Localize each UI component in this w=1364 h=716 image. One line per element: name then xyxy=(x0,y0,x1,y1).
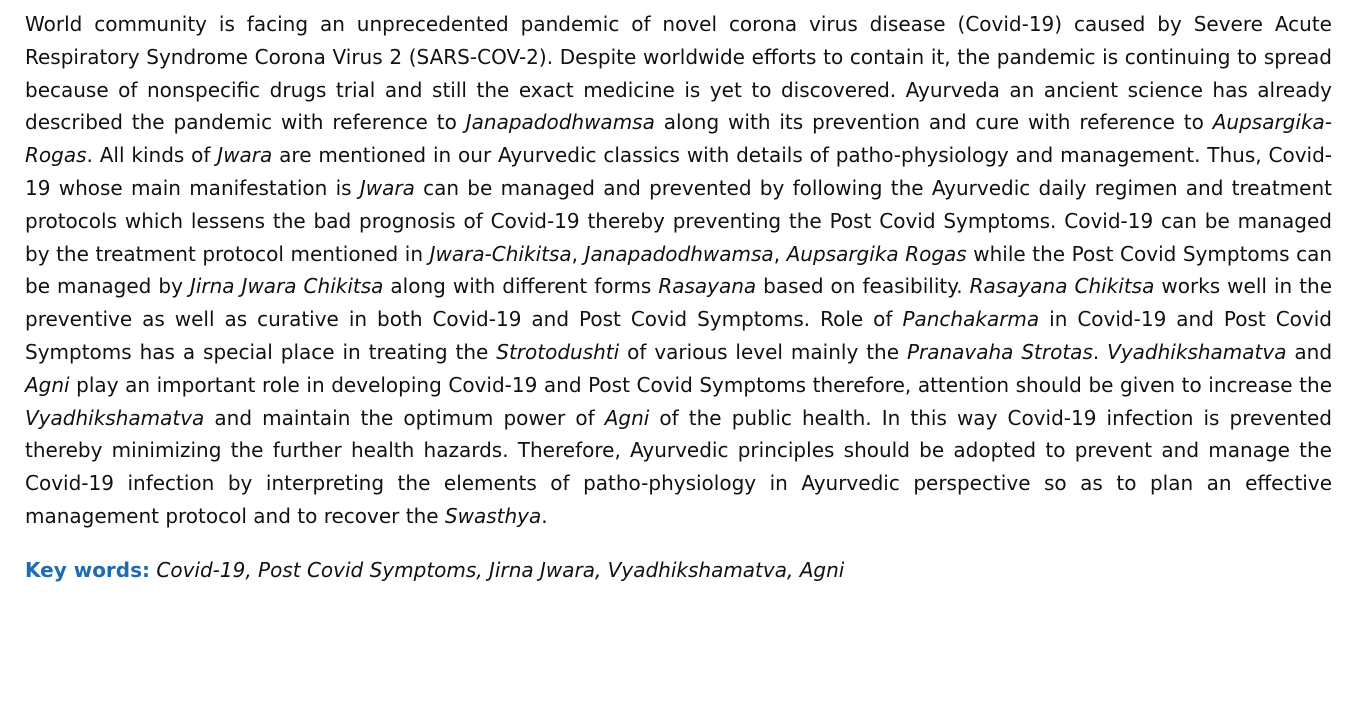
text-run: . xyxy=(1092,339,1108,364)
italic-term: Jwara xyxy=(217,143,273,168)
italic-term: Agni xyxy=(25,372,70,397)
text-run: . xyxy=(541,503,548,528)
text-run: works well in the preventive as well as curative in both Covid-19 and Post Covid Symptoms. Role of xyxy=(25,274,1333,332)
italic-term: Aupsargika Rogas xyxy=(786,241,967,266)
text-run: can be managed and prevented by following the Ayurvedic daily regimen and treatment protocols which lessens the bad prognosis of Covid-19 thereby preventing the Post Covid Symptoms. Covid-19 can be managed by the treatment protocol mentioned in xyxy=(25,175,1333,266)
italic-term: Jwara xyxy=(359,175,415,200)
text-run: and xyxy=(1286,339,1333,364)
italic-term: Aupsargika-Rogas xyxy=(25,110,1332,168)
italic-term: Rasayana xyxy=(658,274,757,299)
text-run: are mentioned in our Ayurvedic classics with details of patho-physiology and management. Thus, Covid-19 whose main manifestation is xyxy=(25,143,1332,200)
text-run: while the Post Covid Symptoms can be managed by xyxy=(25,241,1333,299)
text-run: play an important role in developing Covid-19 and Post Covid Symptoms therefore, attention should be given to increase the xyxy=(69,372,1332,397)
text-run: along with its prevention and cure with reference to xyxy=(654,110,1213,135)
text-run: of the public health. In this way Covid-19 infection is prevented thereby minimizing the further health hazards. Therefore, Ayurvedic principles should be adopted to prevent and manage the Covid-19 infection by interpreting the elements of patho-physiology in Ayurvedic perspective so as to plan an effective management protocol and to recover the xyxy=(25,405,1332,528)
keywords-list: Covid-19, Post Covid Symptoms, Jirna Jwara, Vyadhikshamatva, Agni xyxy=(156,557,845,582)
text-run: , xyxy=(773,241,787,266)
italic-term: Strotodushti xyxy=(496,339,620,364)
italic-term: Jirna Jwara Chikitsa xyxy=(189,274,384,299)
text-run: , xyxy=(571,241,585,266)
italic-term: Vyadhikshamatva xyxy=(25,405,205,430)
text-run: in Covid-19 and Post Covid Symptoms has a special place in treating the xyxy=(25,307,1332,364)
italic-term: Swasthya xyxy=(444,503,542,528)
keywords-line xyxy=(25,554,1332,587)
abstract-paragraph xyxy=(25,8,1332,533)
abstract-page xyxy=(25,8,1332,587)
text-run: of various level mainly the xyxy=(619,339,907,364)
italic-term: Pranavaha Strotas xyxy=(906,339,1093,364)
italic-term: Panchakarma xyxy=(902,307,1040,332)
text-run: World community is facing an unprecedented pandemic of novel corona virus disease (Covid-19) caused by Severe Acute Respiratory Syndrome Corona Virus 2 (SARS-COV-2). Despite worldwide efforts to contain it, the pandemic is continuing to spread because of nonspecific drugs trial and still the exact medicine is yet to discovered. Ayurveda an ancient science has already described the pandemic with reference to xyxy=(25,12,1332,135)
italic-term: Jwara-Chikitsa xyxy=(429,241,572,266)
text-run: along with different forms xyxy=(383,274,659,299)
italic-term: Rasayana Chikitsa xyxy=(969,274,1155,299)
keywords-label: Key words: xyxy=(25,557,151,582)
italic-term: Agni xyxy=(604,405,650,430)
text-run: based on feasibility. xyxy=(756,274,970,299)
text-run: and maintain the optimum power of xyxy=(204,405,605,430)
text-run: . All kinds of xyxy=(86,143,218,168)
italic-term: Janapadodhwamsa xyxy=(465,110,655,135)
italic-term: Janapadodhwamsa xyxy=(584,241,774,266)
italic-term: Vyadhikshamatva xyxy=(1107,339,1287,364)
